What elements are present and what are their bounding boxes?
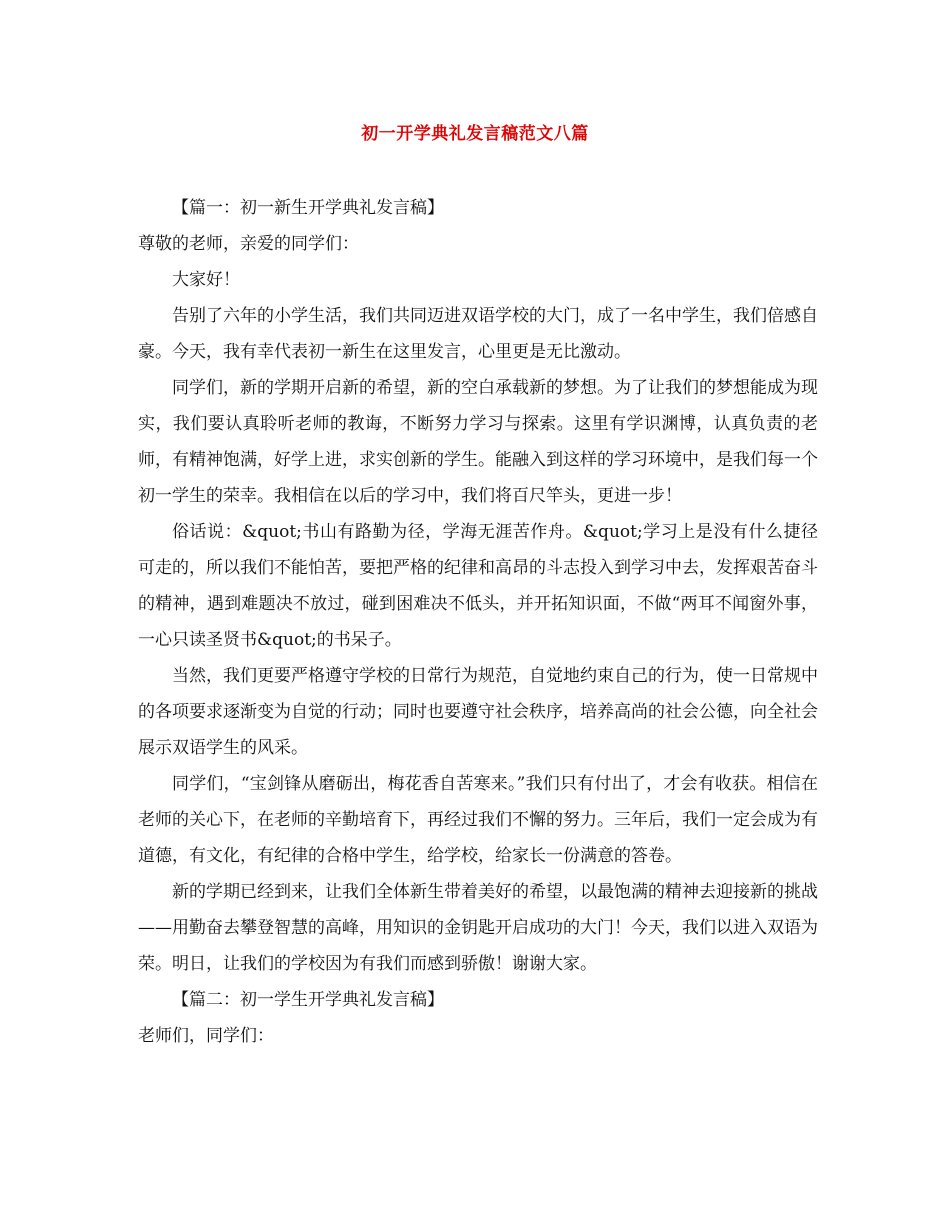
salutation-2: 老师们，同学们： [138, 1026, 274, 1046]
body-paragraph: 同学们，“宝剑锋从磨砺出，梅花香自苦寒来。”我们只有付出了，才会有收获。相信在老师的关心下，在老师的辛勤培育下，再经过我们不懈的努力。三年后，我们一定会成为有道德，有文化，有纪律的合格中学生，给学校，给家长一份满意的答卷。 [138, 774, 818, 866]
section-heading-2: 【篇二：初一学生开学典礼发言稿】 [172, 990, 444, 1010]
salutation-1: 尊敬的老师，亲爱的同学们： [138, 234, 359, 254]
body-paragraph: 当然，我们更要严格遵守学校的日常行为规范，自觉地约束自己的行为，使一日常规中的各项要求逐渐变为自觉的行动；同时也要遵守社会秩序，培养高尚的社会公德，向全社会展示双语学生的风采。 [138, 666, 818, 758]
document-title: 初一开学典礼发言稿范文八篇 [361, 124, 589, 144]
document-body [138, 190, 818, 1054]
body-paragraph: 同学们，新的学期开启新的希望，新的空白承载新的梦想。为了让我们的梦想能成为现实，我们要认真聆听老师的教诲，不断努力学习与探索。这里有学识渊博，认真负责的老师，有精神饱满，好学上进，求实创新的学生。能融入到这样的学习环境中，是我们每一个初一学生的荣幸。我相信在以后的学习中，我们将百尺竿头，更进一步！ [138, 378, 818, 506]
greeting: 大家好！ [172, 270, 240, 290]
body-paragraph: 告别了六年的小学生活，我们共同迈进双语学校的大门，成了一名中学生，我们倍感自豪。今天，我有幸代表初一新生在这里发言，心里更是无比激动。 [138, 306, 818, 362]
section-heading-1: 【篇一：初一新生开学典礼发言稿】 [172, 198, 444, 218]
body-paragraph: 俗话说：&quot;书山有路勤为径，学海无涯苦作舟。&quot;学习上是没有什么捷径可走的，所以我们不能怕苦，要把严格的纪律和高昂的斗志投入到学习中去，发挥艰苦奋斗的精神，遇到难题决不放过，碰到困难决不低头，并开拓知识面，不做“两耳不闻窗外事，一心只读圣贤书&quot;的书呆子。 [138, 522, 818, 650]
body-paragraph: 新的学期已经到来，让我们全体新生带着美好的希望，以最饱满的精神去迎接新的挑战——用勤奋去攀登智慧的高峰，用知识的金钥匙开启成功的大门！今天，我们以进入双语为荣。明日，让我们的学校因为有我们而感到骄傲！谢谢大家。 [138, 882, 818, 974]
